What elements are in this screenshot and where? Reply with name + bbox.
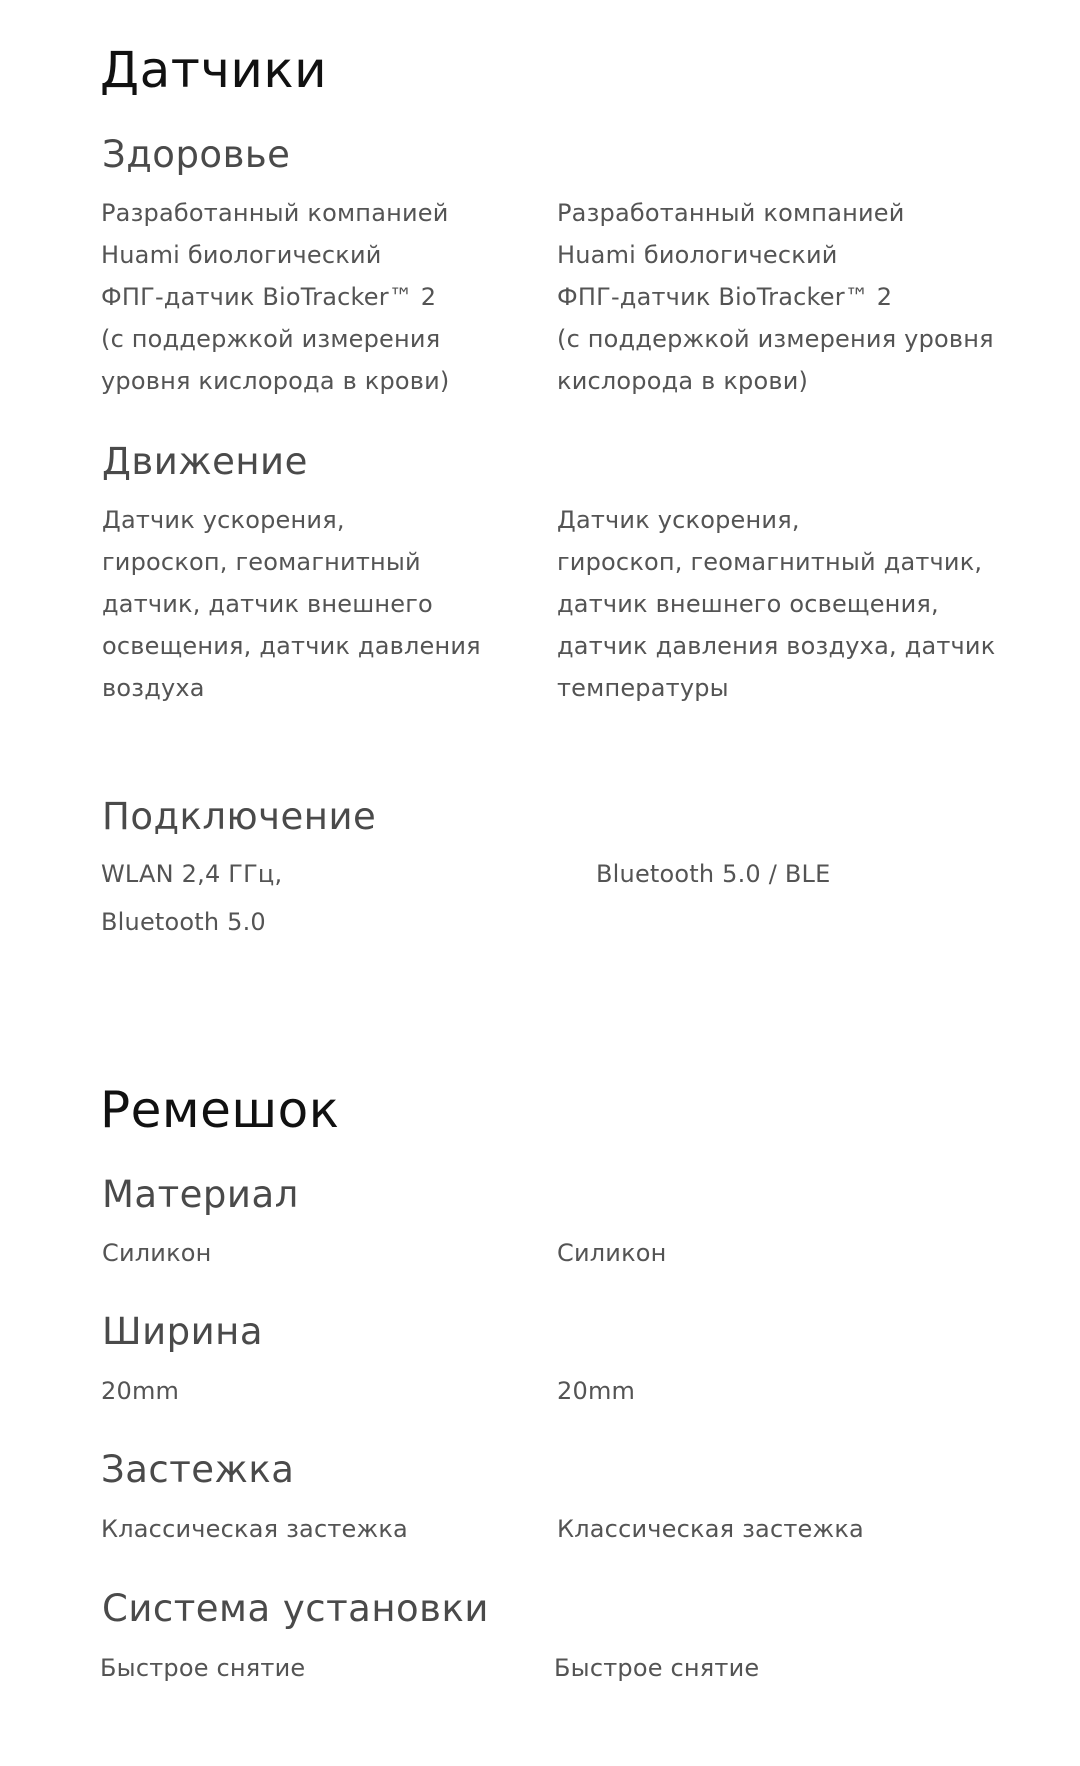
spec-value-clasp-col1: Классическая застежка bbox=[101, 1515, 408, 1543]
spec-value-material-col2: Силикон bbox=[557, 1239, 667, 1267]
spec-label-clasp: Застежка bbox=[101, 1448, 295, 1491]
spec-value-motion-col2: Датчик ускорения, гироскоп, геомагнитный датчик, датчик внешнего освещения, датчик давления воздуха, датчик температуры bbox=[557, 506, 996, 702]
spec-value-connectivity-col2: Bluetooth 5.0 / BLE bbox=[596, 860, 831, 888]
spec-value-width-col2: 20mm bbox=[557, 1377, 636, 1405]
spec-value-material-col1: Силикон bbox=[102, 1239, 212, 1267]
spec-value-motion-col1: Датчик ускорения, гироскоп, геомагнитный датчик, датчик внешнего освещения, датчик давления воздуха bbox=[102, 506, 481, 702]
spec-label-motion: Движение bbox=[102, 440, 308, 483]
spec-label-health: Здоровье bbox=[102, 133, 291, 176]
spec-value-health-col1: Разработанный компанией Huami биологический ФПГ-датчик BioTracker™ 2 (с поддержкой измерения уровня кислорода в крови) bbox=[101, 199, 450, 395]
spec-value-width-col1: 20mm bbox=[101, 1377, 180, 1405]
spec-value-clasp-col2: Классическая застежка bbox=[557, 1515, 864, 1543]
spec-value-connectivity-col1-line1: WLAN 2,4 ГГц, bbox=[101, 860, 283, 888]
spec-label-material: Материал bbox=[102, 1173, 299, 1216]
spec-value-mount-col1: Быстрое снятие bbox=[100, 1654, 306, 1682]
spec-label-mount-system: Система установки bbox=[102, 1587, 489, 1630]
spec-value-connectivity-col1-line2: Bluetooth 5.0 bbox=[101, 908, 266, 936]
spec-label-width: Ширина bbox=[102, 1310, 264, 1353]
spec-label-connectivity: Подключение bbox=[102, 795, 377, 838]
spec-value-mount-col2: Быстрое снятие bbox=[554, 1654, 760, 1682]
section-title-strap: Ремешок bbox=[100, 1081, 340, 1139]
section-title-sensors: Датчики bbox=[100, 41, 328, 99]
spec-value-health-col2: Разработанный компанией Huami биологический ФПГ-датчик BioTracker™ 2 (с поддержкой измерения уровня кислорода в крови) bbox=[557, 199, 994, 395]
